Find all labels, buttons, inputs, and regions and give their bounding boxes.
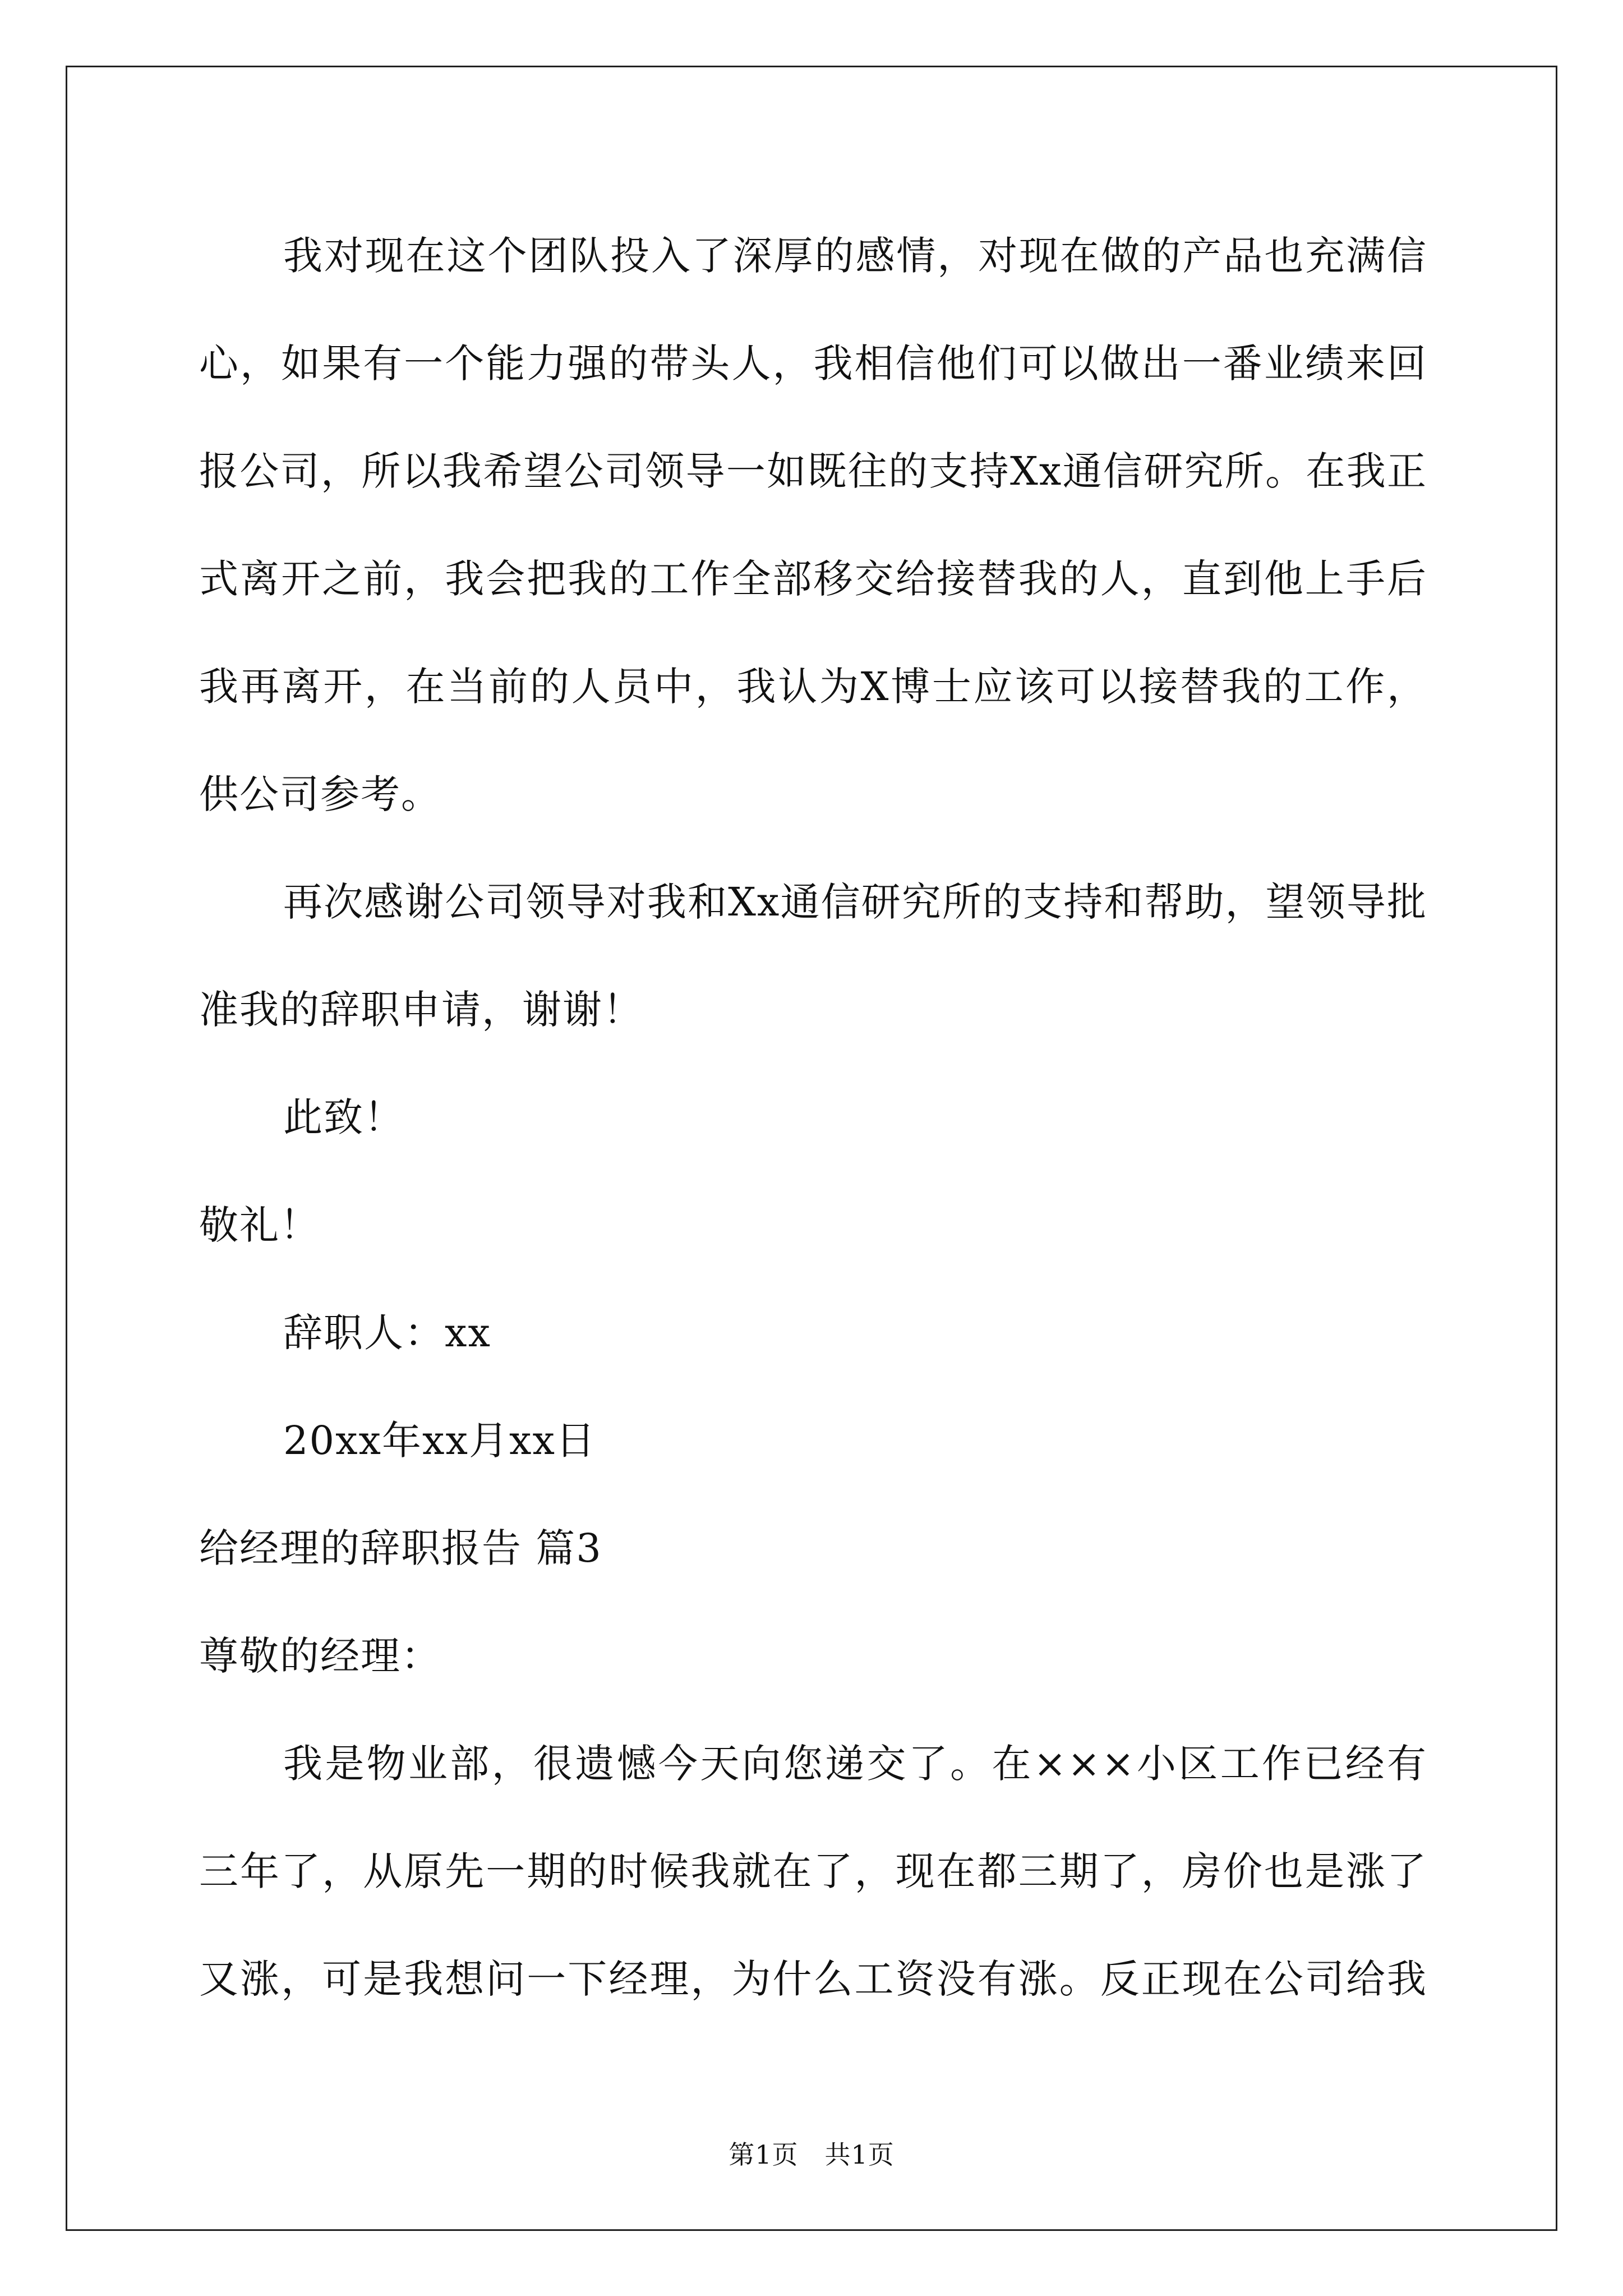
text-line: 辞职人：xx <box>283 1310 491 1356</box>
text-line: 心，如果有一个能力强的带头人，我相信他们可以做出一番业绩来回 <box>199 341 1427 386</box>
text-line: 供公司参考。 <box>199 771 441 817</box>
text-line: 报公司，所以我希望公司领导一如既往的支持Xx通信研究所。在我正 <box>199 448 1427 494</box>
text-line: 敬礼！ <box>199 1202 320 1248</box>
text-line: 我是物业部，很遗憾今天向您递交了。在×××小区工作已经有 <box>283 1741 1427 1787</box>
text-line: 我再离开，在当前的人员中，我认为X博士应该可以接替我的工作， <box>199 664 1427 710</box>
text-line: 此致！ <box>283 1094 404 1140</box>
text-line: 尊敬的经理： <box>199 1633 441 1679</box>
text-line: 又涨，可是我想问一下经理，为什么工资没有涨。反正现在公司给我 <box>199 1956 1427 2002</box>
text-line: 给经理的辞职报告 篇3 <box>199 1525 602 1571</box>
page-footer: 第1页 共1页 <box>728 2139 895 2170</box>
text-line: 再次感谢公司领导对我和Xx通信研究所的支持和帮助，望领导批 <box>283 879 1427 925</box>
text-line: 式离开之前，我会把我的工作全部移交给接替我的人，直到他上手后 <box>199 556 1427 602</box>
text-line: 我对现在这个团队投入了深厚的感情，对现在做的产品也充满信 <box>283 233 1427 279</box>
text-line: 20xx年xx月xx日 <box>283 1418 596 1464</box>
text-line: 三年了，从原先一期的时候我就在了，现在都三期了，房价也是涨了 <box>199 1848 1427 1894</box>
text-line: 准我的辞职申请，谢谢！ <box>199 987 643 1033</box>
document-body <box>199 202 1427 2033</box>
